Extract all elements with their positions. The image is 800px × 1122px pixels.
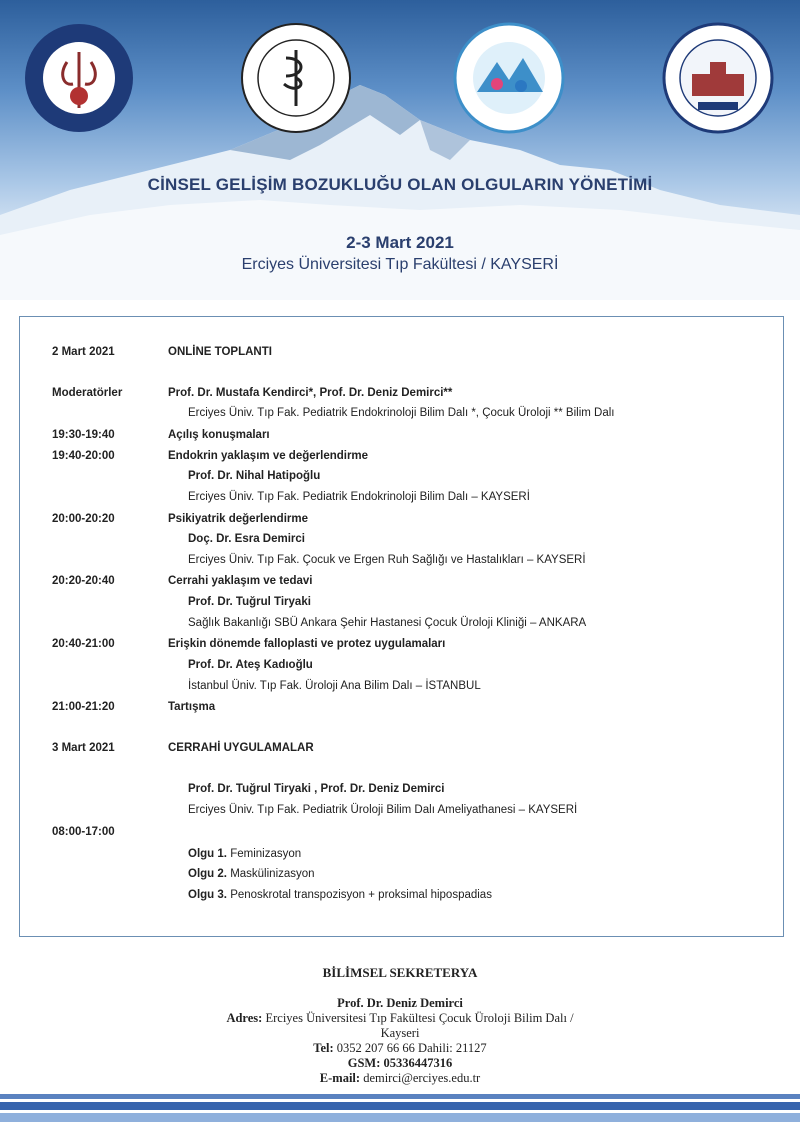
event-venue: Erciyes Üniversitesi Tıp Fakültesi / KAYSERİ — [241, 256, 559, 273]
day1-date: 2 Mart 2021 — [52, 346, 115, 358]
secretariat-gsm: GSM: 05336447316 — [347, 1056, 453, 1070]
session-affiliation: Erciyes Üniv. Tıp Fak. Çocuk ve Ergen Ruh Sağlığı ve Hastalıkları – KAYSERİ — [188, 554, 586, 566]
session-affiliation: Sağlık Bakanlığı SBÜ Ankara Şehir Hastanesi Çocuk Üroloji Kliniği – ANKARA — [188, 617, 587, 629]
event-title: CİNSEL GELİŞİM BOZUKLUĞU OLAN OLGULARIN YÖNETİMİ — [147, 175, 653, 194]
session-time: 19:40-20:00 — [52, 450, 115, 462]
session-affiliation: Erciyes Üniv. Tıp Fak. Pediatrik Endokrinoloji Bilim Dalı – KAYSERİ — [188, 491, 530, 503]
session-title: Erişkin dönemde falloplasti ve protez uygulamaları — [168, 638, 446, 650]
footer-stripe — [0, 1102, 800, 1110]
day2-affiliation: Erciyes Üniv. Tıp Fak. Pediatrik Üroloji Bilim Dalı Ameliyathanesi – KAYSERİ — [188, 804, 578, 816]
case-item: Olgu 2. Maskülinizasyon — [188, 868, 315, 880]
footer-stripe — [0, 1113, 800, 1122]
case-item: Olgu 1. Feminizasyon — [188, 848, 302, 860]
session-affiliation: İstanbul Üniv. Tıp Fak. Üroloji Ana Bilim Dalı – İSTANBUL — [188, 680, 481, 692]
session-time: 20:40-21:00 — [52, 638, 115, 650]
session-speaker: Prof. Dr. Tuğrul Tiryaki — [188, 596, 311, 608]
session-time: 21:00-21:20 — [52, 701, 115, 713]
turk-uroloji-dernegi-seal-icon — [240, 22, 352, 134]
day2-title: CERRAHİ UYGULAMALAR — [168, 742, 314, 754]
event-dates: 2-3 Mart 2021 — [346, 233, 454, 252]
session-time: 19:30-19:40 — [52, 429, 115, 441]
day2-date: 3 Mart 2021 — [52, 742, 115, 754]
header-banner — [0, 0, 800, 300]
erciyes-medicine-seal-icon — [23, 22, 135, 134]
session-title: Tartışma — [168, 701, 216, 713]
secretariat-address-city: Kayseri — [380, 1026, 420, 1040]
secretariat-phone: Tel: 0352 207 66 66 Dahili: 21127 — [313, 1041, 487, 1055]
session-title: Endokrin yaklaşım ve değerlendirme — [168, 450, 369, 462]
session-speaker: Prof. Dr. Nihal Hatipoğlu — [188, 470, 321, 482]
moderators-names: Prof. Dr. Mustafa Kendirci*, Prof. Dr. Deniz Demirci** — [168, 387, 453, 399]
day2-speakers: Prof. Dr. Tuğrul Tiryaki , Prof. Dr. Deniz Demirci — [188, 783, 445, 795]
day2-time: 08:00-17:00 — [52, 826, 115, 838]
session-speaker: Doç. Dr. Esra Demirci — [188, 533, 305, 545]
case-item: Olgu 3. Penoskrotal transpozisyon + proksimal hipospadias — [188, 889, 492, 901]
session-title: Psikiyatrik değerlendirme — [168, 513, 308, 525]
session-title: Açılış konuşmaları — [168, 429, 270, 441]
secretariat-name: Prof. Dr. Deniz Demirci — [337, 996, 463, 1010]
session-speaker: Prof. Dr. Ateş Kadıoğlu — [188, 659, 313, 671]
session-title: Cerrahi yaklaşım ve tedavi — [168, 575, 313, 587]
secretariat-address: Adres: Erciyes Üniversitesi Tıp Fakültesi Çocuk Üroloji Bilim Dalı / — [226, 1011, 574, 1025]
session-time: 20:00-20:20 — [52, 513, 115, 525]
cocuk-sagligi-seal-icon — [453, 22, 565, 134]
day1-title: ONLİNE TOPLANTI — [168, 346, 272, 358]
footer-stripe — [0, 1094, 800, 1099]
session-time: 20:20-20:40 — [52, 575, 115, 587]
moderators-label: Moderatörler — [52, 387, 123, 399]
secretariat-heading: BİLİMSEL SEKRETERYA — [322, 965, 478, 980]
saglik-bilimleri-seal-icon — [662, 22, 774, 134]
secretariat-email: E-mail: demirci@erciyes.edu.tr — [319, 1071, 481, 1085]
moderators-affiliation: Erciyes Üniv. Tıp Fak. Pediatrik Endokrinoloji Bilim Dalı *, Çocuk Üroloji ** Bilim Dalı — [188, 407, 615, 419]
